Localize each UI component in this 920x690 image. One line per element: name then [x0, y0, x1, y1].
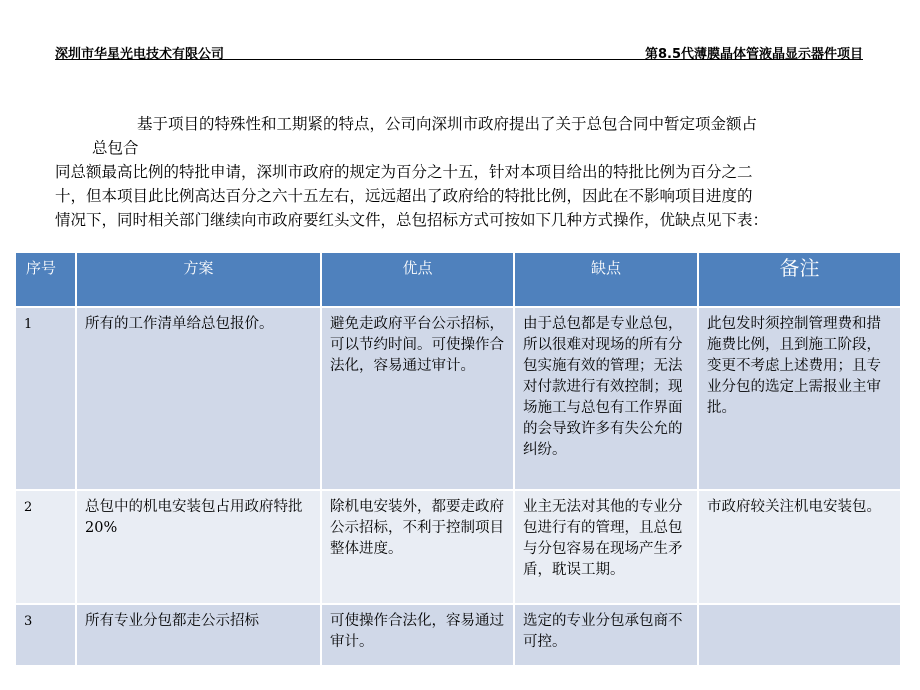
table-row	[15, 490, 901, 604]
company-name: 深圳市华星光电技术有限公司	[55, 47, 225, 62]
cell-cons: 选定的专业分包承包商不可控。	[514, 604, 698, 666]
paragraph-line: 总包合	[92, 139, 139, 157]
cell-notes: 市政府较关注机电安装包。	[698, 490, 901, 604]
cell-cons: 由于总包都是专业总包，所以很难对现场的所有分包实施有效的管理；无法对付款进行有效控制；现场施工与总包有工作界面的会导致许多有失公允的纠纷。	[514, 307, 698, 490]
document-header	[55, 43, 863, 60]
comparison-table	[14, 251, 902, 667]
cell-seq: 1	[15, 307, 76, 490]
cell-cons: 业主无法对其他的专业分包进行有的管理，且总包与分包容易在现场产生矛盾，耽误工期。	[514, 490, 698, 604]
paragraph-line: 同总额最高比例的特批申请，深圳市政府的规定为百分之十五，针对本项目给出的特批比例为百分之二	[55, 163, 753, 181]
paragraph-line: 十，但本项目此比例高达百分之六十五左右，远远超出了政府给的特批比例，因此在不影响项目进度的	[55, 187, 753, 205]
table-row	[15, 604, 901, 666]
column-header-cons: 缺点	[514, 252, 698, 307]
paragraph-line: 情况下，同时相关部门继续向市政府要红头文件，总包招标方式可按如下几种方式操作，优缺点见下表：	[55, 211, 769, 229]
cell-notes: 此包发时须控制管理费和措施费比例，且到施工阶段，变更不考虑上述费用；且专业分包的选定上需报业主审批。	[698, 307, 901, 490]
cell-pros: 除机电安装外，都要走政府公示招标，不利于控制项目整体进度。	[321, 490, 514, 604]
cell-notes	[698, 604, 901, 666]
column-header-notes: 备注	[698, 252, 901, 307]
column-header-plan: 方案	[76, 252, 321, 307]
cell-plan: 所有的工作清单给总包报价。	[76, 307, 321, 490]
cell-seq: 2	[15, 490, 76, 604]
body-paragraph	[55, 112, 865, 232]
table-header-row	[15, 252, 901, 307]
cell-pros: 可使操作合法化，容易通过审计。	[321, 604, 514, 666]
column-header-pros: 优点	[321, 252, 514, 307]
column-header-seq: 序号	[15, 252, 76, 307]
cell-seq: 3	[15, 604, 76, 666]
paragraph-line: 基于项目的特殊性和工期紧的特点，公司向深圳市政府提出了关于总包合同中暂定项金额占	[137, 115, 758, 133]
cell-pros: 避免走政府平台公示招标，可以节约时间。可使操作合法化，容易通过审计。	[321, 307, 514, 490]
project-name: 第8.5代薄膜晶体管液晶显示器件项目	[644, 47, 863, 62]
cell-plan: 总包中的机电安装包占用政府特批20%	[76, 490, 321, 604]
cell-plan: 所有专业分包都走公示招标	[76, 604, 321, 666]
table-row	[15, 307, 901, 490]
